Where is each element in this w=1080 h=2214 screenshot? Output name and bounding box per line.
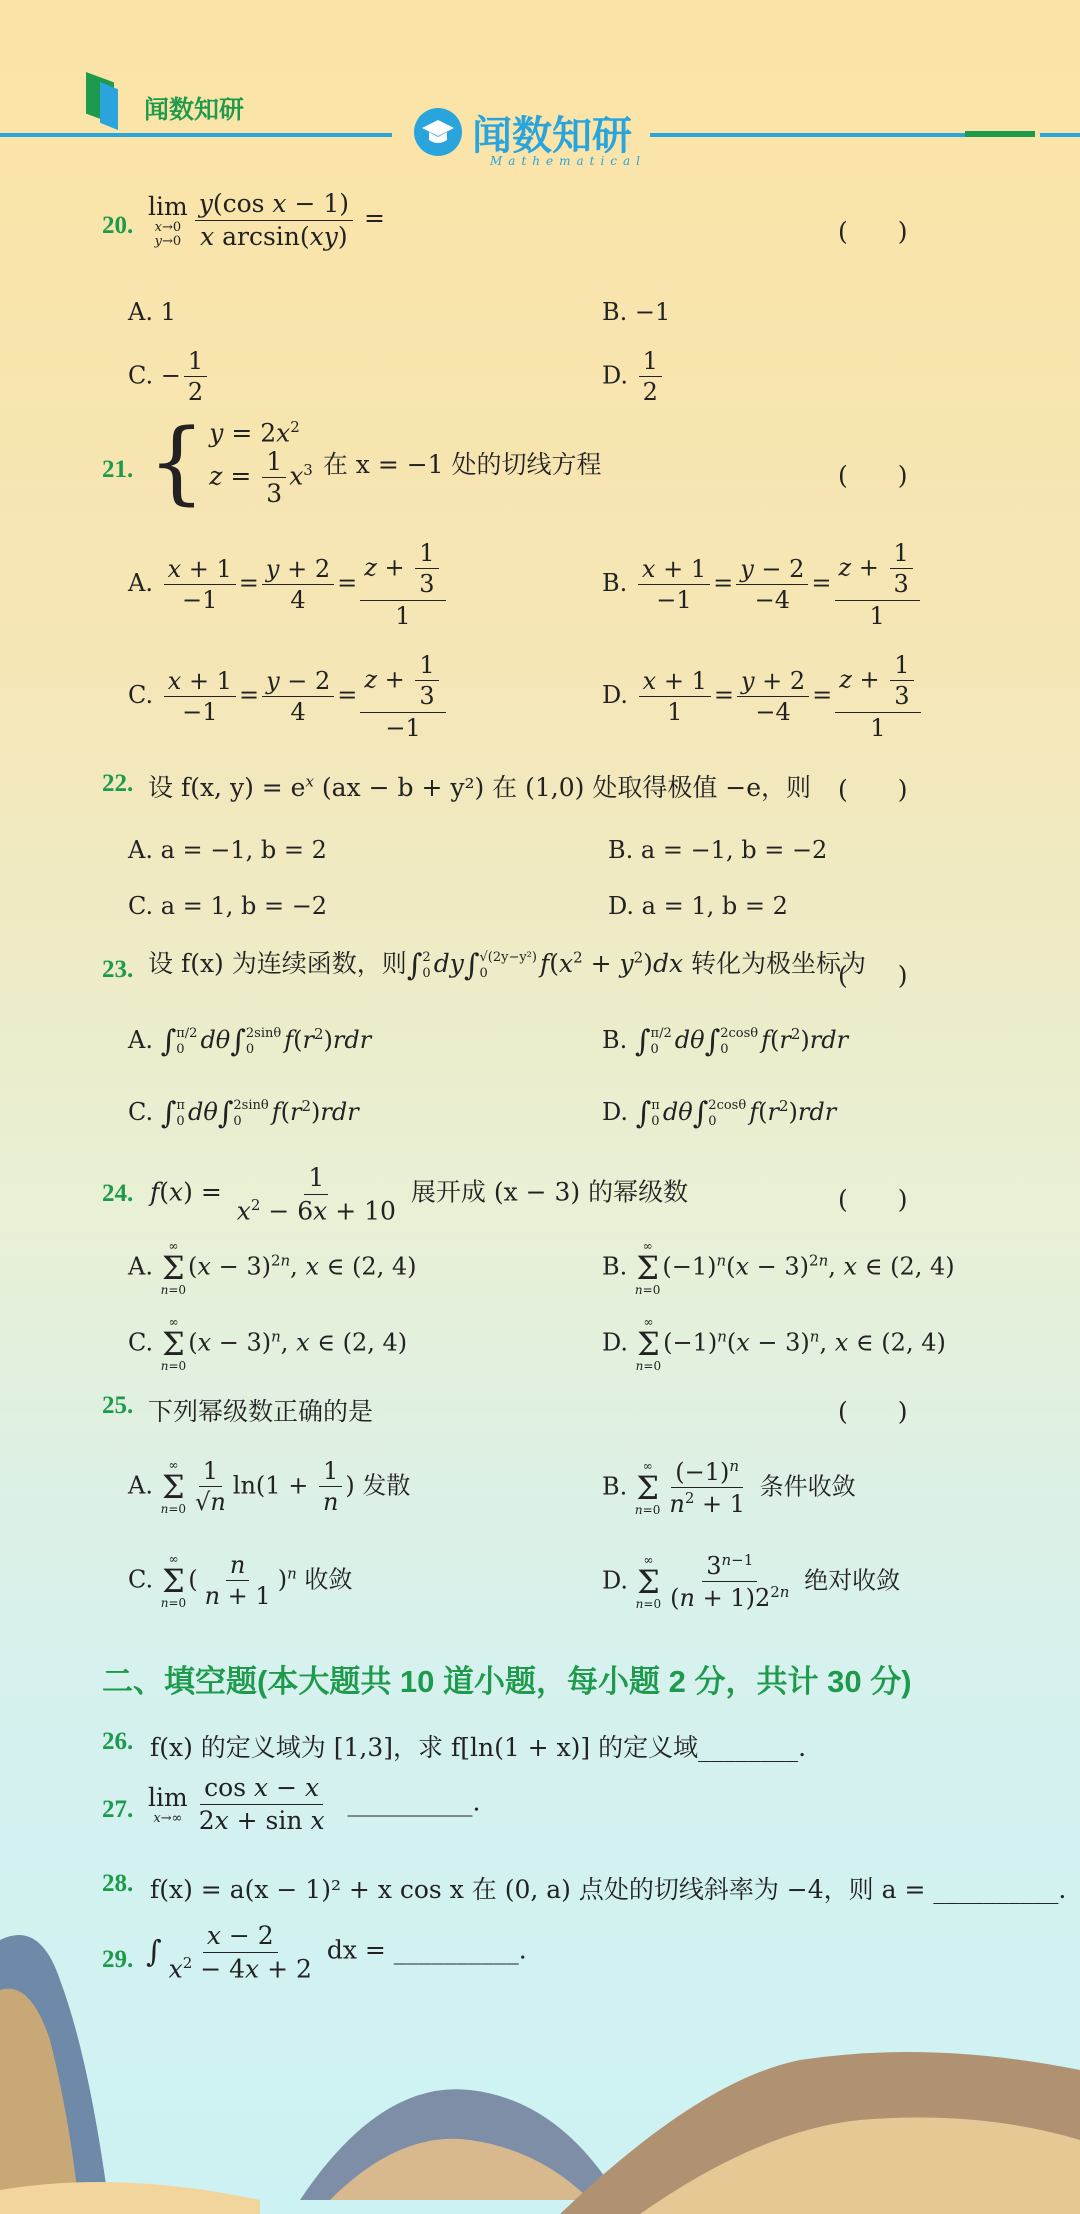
q20-answer-paren: ( ) [838, 217, 908, 246]
q20-option-c[interactable]: C. − $\frac{1}{2}$ [128, 348, 210, 406]
q25-text: 下列幂级数正确的是 [148, 1397, 374, 1426]
q24-option-c[interactable]: C. ∞ Σ n=0 $(x - 3)^n$, x ∈ (2, 4) [128, 1315, 408, 1373]
q26-text: f(x) 的定义域为 [1,3]，求 f[ln(1 + x)] 的定义域________. [150, 1733, 807, 1762]
q24-text: f(x) = $\frac{1}{x^2 - 6x + 10}$ 展开成 (x − 3) 的幂级数 [150, 1163, 689, 1225]
brand-subtitle: Mathematical [490, 154, 646, 168]
q21-answer-paren: ( ) [838, 461, 908, 490]
q23-option-c[interactable]: C. ∫ π 0 dθ∫ 2sinθ 0 $f(r^2)rdr$ [128, 1096, 359, 1131]
q27-number: 27. [102, 1796, 134, 1823]
header [0, 60, 1080, 168]
q21-option-c[interactable]: C. $\frac{x + 1}{-1}$ = $\frac{y - 2}{4}$ = z + $\frac{1}{3}$ −1 [128, 652, 449, 741]
q23-text: 设 f(x) 为连续函数，则∫ 2 0 dy∫ √(2y−y²) 0 $f(x^2 + y^2)dx$ 转化为极坐标为 [148, 948, 867, 983]
header-line-left [0, 133, 392, 137]
q20-option-b[interactable]: B. −1 [602, 298, 671, 326]
q22-answer-paren: ( ) [838, 775, 908, 804]
q21-option-d[interactable]: D. $\frac{x + 1}{1}$ = $\frac{y + 2}{-4}$ = z + $\frac{1}{3}$ 1 [602, 652, 924, 741]
q23-number: 23. [102, 956, 134, 983]
q20-option-a[interactable]: A. 1 [128, 298, 176, 326]
q29-number: 29. [102, 1946, 134, 1973]
q24-number: 24. [102, 1180, 134, 1207]
q22-text: 设 f(x, $y) = e^x$ (ax − b + y²) 在 (1,0) 处取得极值 −e，则 [148, 772, 812, 802]
brand-name-center: 闻数知研 [472, 114, 632, 158]
q24-option-d[interactable]: D. ∞ Σ n=0 $(-1)^n(x - 3)^n$, x ∈ (2, 4) [602, 1315, 946, 1373]
q24-option-a[interactable]: A. ∞ Σ n=0 $(x - 3)^{2n}$, x ∈ (2, 4) [128, 1239, 417, 1297]
q22-number: 22. [102, 770, 134, 797]
header-line-right [650, 133, 965, 137]
q25-option-d[interactable]: D. ∞ Σ n=0 $\frac{3^{n-1}}{(n + 1)2^{2n}}$ 绝对收敛 [602, 1551, 901, 1613]
graduation-cap-icon [414, 108, 462, 156]
q23-answer-paren: ( ) [838, 961, 908, 990]
q21-system: { $y = 2x^2$ z = $\frac{1}{3}$ $x^3$ 在 x = −1 处的切线方程 [148, 410, 602, 515]
q25-number: 25. [102, 1392, 134, 1419]
q25-option-a[interactable]: A. ∞ Σ n=0 $\frac{1}{√n}$ ln(1 + $\frac{1}{n}$ ) 发散 [128, 1457, 411, 1517]
section-title-fill-in: 二、填空题(本大题共 10 道小题，每小题 2 分，共计 30 分) [102, 1664, 912, 1699]
q22-option-b[interactable]: B. a = −1, b = −2 [608, 836, 828, 864]
q21-text: 在 x = −1 处的切线方程 [322, 450, 602, 479]
header-line-green [965, 131, 1035, 137]
q27-formula: lim x→∞ $\frac{\text{cos x − x}}{\text{2x + sin x}}$ __________. [148, 1773, 481, 1835]
mountain-decoration-icon [0, 1900, 1080, 2214]
q21-option-b[interactable]: B. $\frac{x + 1}{-1}$ = $\frac{y - 2}{-4}$ = z + $\frac{1}{3}$ 1 [602, 540, 923, 629]
q24-option-b[interactable]: B. ∞ Σ n=0 $(-1)^n(x - 3)^{2n}$, x ∈ (2, 4) [602, 1239, 955, 1297]
q21-number: 21. [102, 456, 134, 483]
q29-formula: ∫ $\frac{x - 2}{x^2 - 4x + 2}$ dx = __________. [146, 1921, 527, 1983]
q28-number: 28. [102, 1870, 134, 1897]
q22-option-c[interactable]: C. a = 1, b = −2 [128, 892, 328, 920]
q21-option-a[interactable]: A. $\frac{x + 1}{-1}$ = $\frac{y + 2}{4}$ = z + $\frac{1}{3}$ 1 [128, 540, 449, 629]
q25-option-c[interactable]: C. ∞ Σ n=0 ( $\frac{n}{n + 1}$ )$^n$ 收敛 [128, 1551, 353, 1611]
q23-option-b[interactable]: B. ∫ π/2 0 dθ∫ 2cosθ 0 $f(r^2)rdr$ [602, 1024, 849, 1059]
q22-option-d[interactable]: D. a = 1, b = 2 [608, 892, 788, 920]
q25-option-b[interactable]: B. ∞ Σ n=0 $\frac{(-1)^n}{n^2 + 1}$ 条件收敛 [602, 1457, 856, 1519]
q20-formula: lim x→0 y→0 $\frac{\text{y(cos x − 1)}}{\text{x arcsin(xy)}}$ = [148, 189, 385, 251]
q22-option-a[interactable]: A. a = −1, b = 2 [128, 836, 327, 864]
q26-number: 26. [102, 1728, 134, 1755]
q24-answer-paren: ( ) [838, 1185, 908, 1214]
q20-number: 20. [102, 212, 134, 239]
q25-answer-paren: ( ) [838, 1397, 908, 1426]
q20-option-d[interactable]: D. $\frac{1}{2}$ [602, 348, 665, 406]
brand-name-small: 闻数知研 [144, 96, 245, 124]
header-line-end [1040, 133, 1080, 137]
q23-option-d[interactable]: D. ∫ π 0 dθ∫ 2cosθ 0 $f(r^2)rdr$ [602, 1096, 837, 1131]
q28-text: f(x) = a(x − 1)² + x cos x 在 (0, a) 点处的切线斜率为 −4，则 a = __________. [150, 1875, 1067, 1904]
brand-logo-icon-accent [100, 82, 118, 130]
q23-option-a[interactable]: A. ∫ π/2 0 dθ∫ 2sinθ 0 $f(r^2)rdr$ [128, 1024, 372, 1059]
